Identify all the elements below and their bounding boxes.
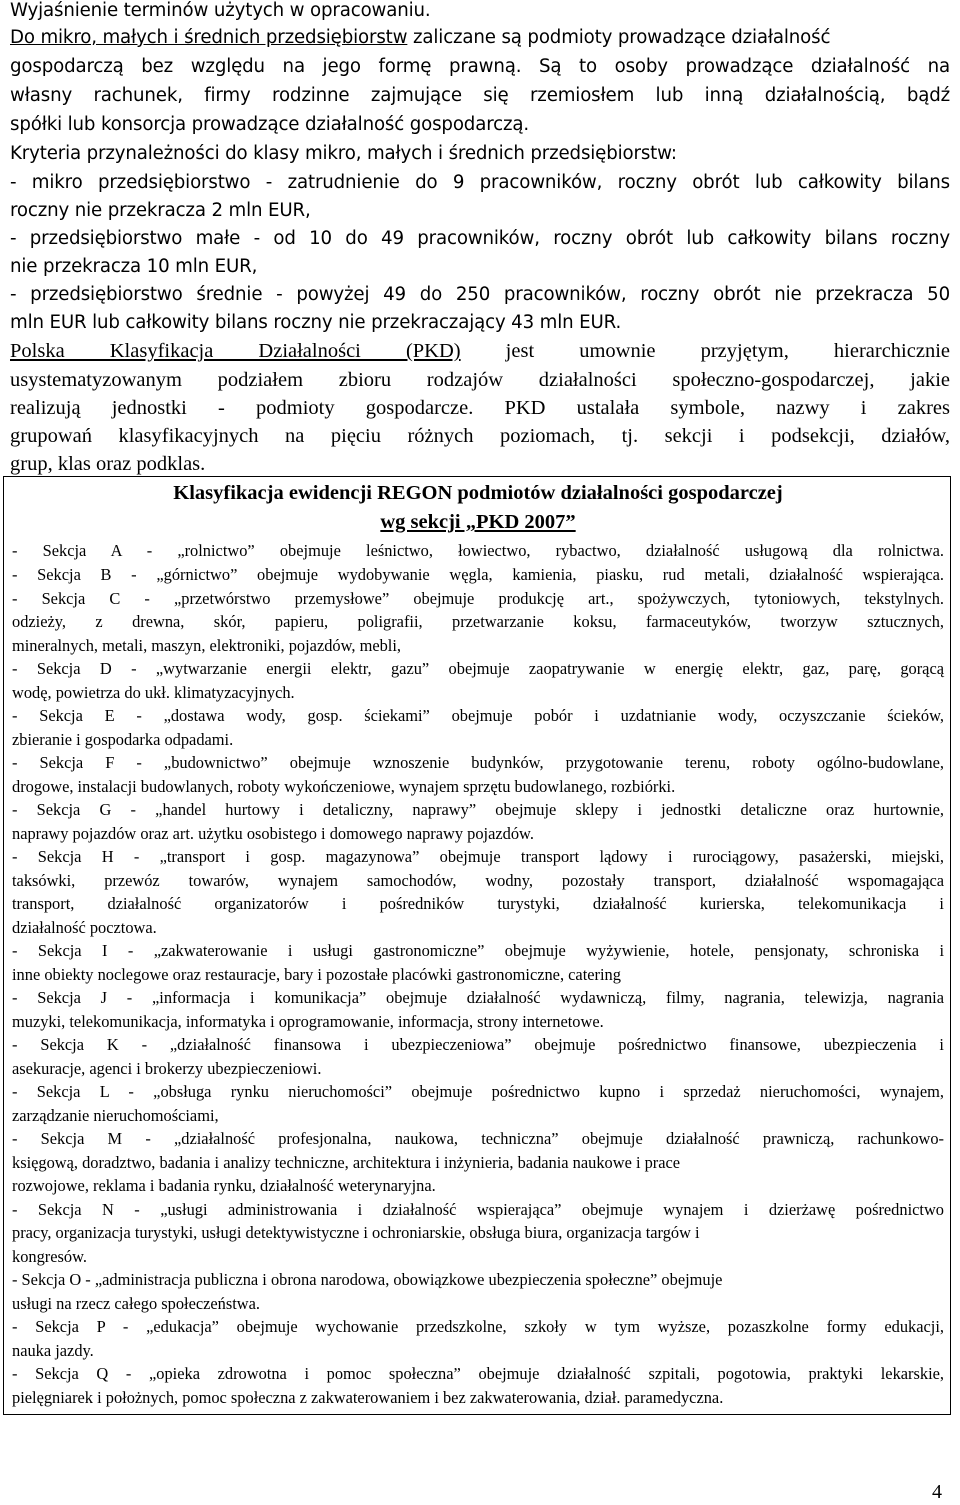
section-line: usługi na rzecz całego społeczeństwa. — [12, 1294, 261, 1313]
criteria-line: - przedsiębiorstwo małe - od 10 do 49 pracowników, roczny obrót lub całkowity bilans roczny — [10, 228, 950, 249]
section-line: - Sekcja E - „dostawa wody, gosp. ściekami” obejmuje pobór i uzdatnianie wody, oczyszczanie ścieków, — [12, 706, 944, 725]
pkd-definition-line-1 — [10, 340, 950, 363]
box-subtitle: wg sekcji „PKD 2007” — [380, 511, 576, 533]
section-line: - Sekcja B - „górnictwo” obejmuje wydobywanie węgla, kamienia, piasku, rud metali, działalność wspierająca. — [12, 565, 944, 584]
section-line: - Sekcja J - „informacja i komunikacja” obejmuje działalność wydawniczą, filmy, nagrania, telewizja, nagrania — [12, 988, 944, 1007]
section-line: - Sekcja Q - „opieka zdrowotna i pomoc społeczna” obejmuje działalność szpitali, pogotowia, praktyki lekarskie, — [12, 1364, 944, 1383]
msp-definition-line-4: spółki lub konsorcja prowadzące działalność gospodarczą. — [10, 114, 529, 135]
section-line: - Sekcja N - „usługi administrowania i działalność wspierająca” obejmuje wynajem i dzierżawę pośrednictwo — [12, 1200, 944, 1219]
box-title: Klasyfikacja ewidencji REGON podmiotów działalności gospodarczej — [173, 482, 783, 504]
section-line: zarządzanie nieruchomościami, — [12, 1106, 219, 1125]
section-line: mineralnych, metali, maszyn, elektroniki, pojazdów, mebli, — [12, 636, 402, 655]
pkd-line-1-rest: jest umownie przyjętym, hierarchicznie — [460, 340, 950, 362]
section-line: działalność pocztowa. — [12, 918, 157, 937]
criteria-intro: Kryteria przynależności do klasy mikro, małych i średnich przedsiębiorstw: — [10, 143, 677, 164]
msp-definition-line-2: gospodarczą bez względu na jego formę prawną. Są to osoby prowadzące działalność na — [10, 56, 950, 77]
section-line: nauka jazdy. — [12, 1341, 94, 1360]
msp-line-1-rest: zaliczane są podmioty prowadzące działalność — [407, 27, 831, 48]
section-line: muzyki, telekomunikacja, informatyka i oprogramowanie, informacja, strony internetowe. — [12, 1012, 604, 1031]
section-line: taksówki, przewóz towarów, wynajem samochodów, wodny, pozostały transport, działalność wspomagająca — [12, 871, 944, 890]
msp-definition-line-1 — [10, 27, 830, 48]
criteria-line: roczny nie przekracza 2 mln EUR, — [10, 200, 311, 221]
section-line: księgową, doradztwo, badania i analizy techniczne, architektura i inżynieria, badania naukowe i prace — [12, 1153, 681, 1172]
section-line: - Sekcja P - „edukacja” obejmuje wychowanie przedszkolne, szkoły w tym wyższe, pozaszkolne formy edukacji, — [12, 1317, 944, 1336]
section-line: - Sekcja L - „obsługa rynku nieruchomości” obejmuje pośrednictwo kupno i sprzedaż nieruchomości, wynajem, — [12, 1082, 944, 1101]
section-line: - Sekcja I - „zakwaterowanie i usługi gastronomiczne” obejmuje wyżywienie, hotele, pensjonaty, schroniska i — [12, 941, 944, 960]
section-line: inne obiekty noclegowe oraz restauracje, bary i pozostałe placówki gastronomiczne, catering — [12, 965, 621, 984]
pkd-definition-line-2: usystematyzowanym podziałem zbioru rodzajów działalności społeczno-gospodarczej, jakie — [10, 369, 950, 391]
section-line: - Sekcja A - „rolnictwo” obejmuje leśnictwo, łowiectwo, rybactwo, działalność usługową dla rolnictwa. — [12, 541, 944, 560]
criteria-line: nie przekracza 10 mln EUR, — [10, 256, 258, 277]
pkd-definition-line-4: grupowań klasyfikacyjnych na pięciu różnych poziomach, tj. sekcji i podsekcji, działów, — [10, 425, 950, 447]
pkd-definition-line-3: realizują jednostki - podmioty gospodarcze. PKD ustalała symbole, nazwy i zakres — [10, 397, 950, 419]
section-line: - Sekcja O - „administracja publiczna i obrona narodowa, obowiązkowe ubezpieczenia społeczne” obejmuje — [12, 1270, 723, 1289]
criteria-line: mln EUR lub całkowity bilans roczny nie przekraczający 43 mln EUR. — [10, 312, 622, 333]
section-line: - Sekcja F - „budownictwo” obejmuje wznoszenie budynków, przygotowanie terenu, roboty ogólno-budowlane, — [12, 753, 944, 772]
section-line: - Sekcja D - „wytwarzanie energii elektr, gazu” obejmuje zaopatrywanie w energię elektr, gaz, parę, gorącą — [12, 659, 944, 678]
section-line: - Sekcja M - „działalność profesjonalna, naukowa, techniczna” obejmuje działalność prawniczą, rachunkowo- — [12, 1129, 944, 1148]
section-line: transport, działalność organizatorów i pośredników turystyki, działalność kurierska, telekomunikacja i — [12, 894, 944, 913]
section-line: pracy, organizacja turystyki, usługi detektywistyczne i ochroniarskie, obsługa biura, organizacja targów i — [12, 1223, 700, 1242]
section-heading: Wyjaśnienie terminów użytych w opracowaniu. — [10, 0, 431, 21]
section-line: asekuracje, agenci i brokerzy ubezpieczeniowi. — [12, 1059, 322, 1078]
section-line: - Sekcja H - „transport i gosp. magazynowa” obejmuje transport lądowy i rurociągowy, pasażerski, miejski, — [12, 847, 944, 866]
criteria-line: - przedsiębiorstwo średnie - powyżej 49 do 250 pracowników, roczny obrót nie przekracza 50 — [10, 284, 950, 305]
section-line: - Sekcja G - „handel hurtowy i detaliczny, naprawy” obejmuje sklepy i jednostki detaliczne oraz hurtownie, — [12, 800, 944, 819]
section-line: rozwojowe, reklama i badania rynku, działalność weterynaryjna. — [12, 1176, 436, 1195]
pkd-sections-box — [3, 476, 951, 1415]
section-line: odzieży, z drewna, skór, papieru, poligrafii, przetwarzanie koksu, farmaceutyków, tworzyw sztucznych, — [12, 612, 944, 631]
section-line: drogowe, instalacji budowlanych, roboty wykończeniowe, wynajem sprzętu budowlanego, rozbiórki. — [12, 777, 676, 796]
criteria-line: - mikro przedsiębiorstwo - zatrudnienie do 9 pracowników, roczny obrót lub całkowity bilans — [10, 172, 950, 193]
section-line: naprawy pojazdów oraz art. użytku osobistego i domowego naprawy pojazdów. — [12, 824, 534, 843]
section-line: - Sekcja K - „działalność finansowa i ubezpieczeniowa” obejmuje pośrednictwo finansowe, ubezpieczenia i — [12, 1035, 944, 1054]
pkd-term: Polska Klasyfikacja Działalności (PKD) — [10, 340, 461, 362]
pkd-definition-line-5: grup, klas oraz podklas. — [10, 453, 206, 475]
section-line: - Sekcja C - „przetwórstwo przemysłowe” obejmuje produkcję art., spożywczych, tytoniowych, tekstylnych. — [12, 589, 944, 608]
msp-term: Do mikro, małych i średnich przedsiębiorstw — [10, 27, 408, 48]
section-line: pielęgniarek i położnych, pomoc społeczna z zakwaterowaniem i bez zakwaterowania, dział. paramedyczna. — [12, 1388, 724, 1407]
section-line: zbieranie i gospodarka odpadami. — [12, 730, 234, 749]
section-line: kongresów. — [12, 1247, 87, 1266]
section-line: wodę, powietrza do ukł. klimatyzacyjnych. — [12, 683, 295, 702]
page-number: 4 — [932, 1481, 942, 1503]
msp-definition-line-3: własny rachunek, firmy rodzinne zajmujące się rzemiosłem lub inną działalnością, bądź — [10, 85, 950, 106]
